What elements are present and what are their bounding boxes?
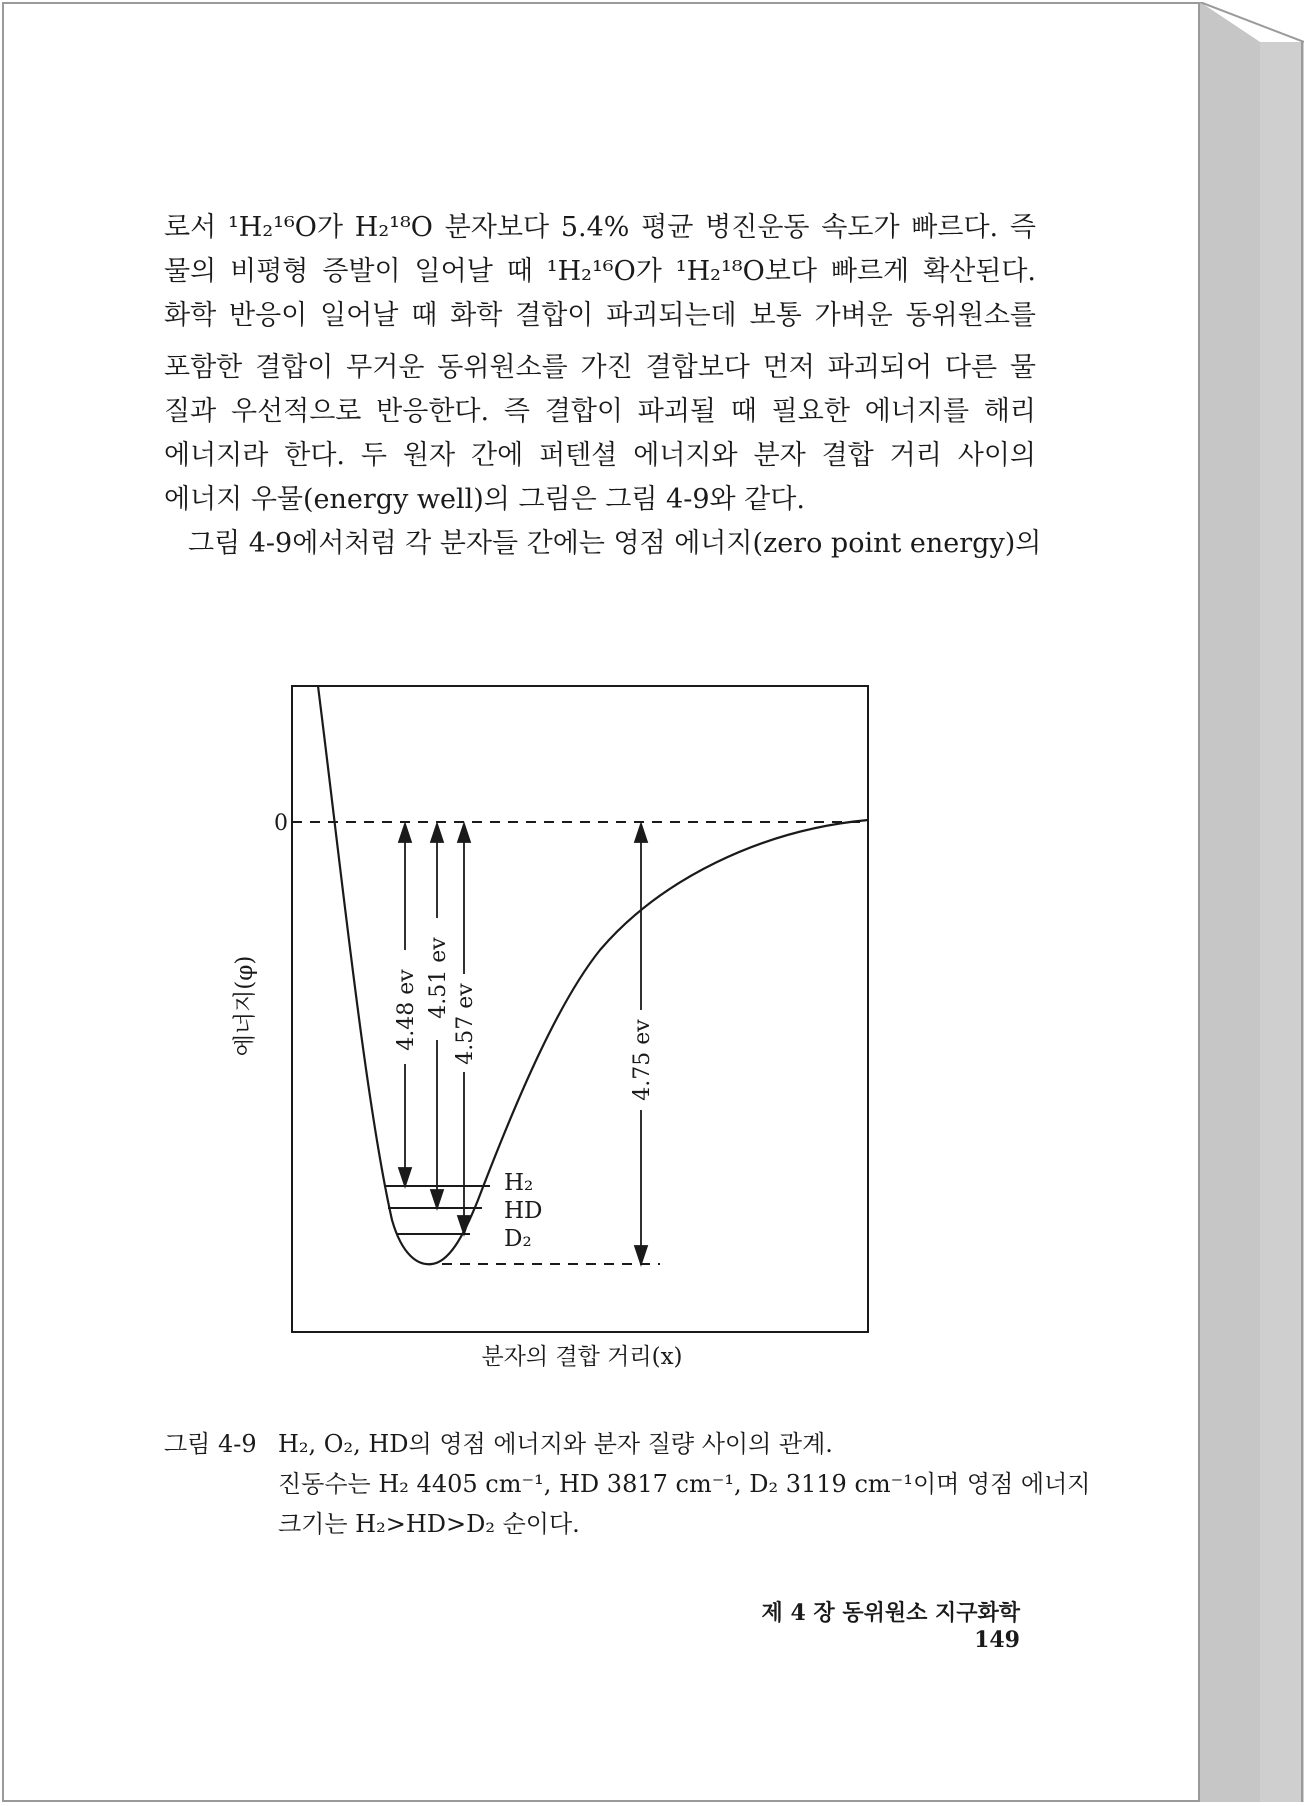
body-line-5: 질과 우선적으로 반응한다. 즉 결합이 파괴될 때 필요한 에너지를 해리: [164, 396, 1036, 427]
page-footer: [700, 1596, 1020, 1653]
body-line-2: 물의 비평형 증발이 일어날 때 ¹H₂¹⁶O가 ¹H₂¹⁸O보다 빠르게 확산된다.: [164, 256, 1036, 287]
body-line-8: 그림 4-9에서처럼 각 분자들 간에는 영점 에너지(zero point energy)의: [188, 528, 1042, 559]
zero-tick-label: 0: [274, 811, 288, 836]
body-line-3: 화학 반응이 일어날 때 화학 결합이 파괴되는데 보통 가벼운 동위원소를: [164, 300, 1036, 331]
caption-line-2: 진동수는 H₂ 4405 cm⁻¹, HD 3817 cm⁻¹, D₂ 3119 cm⁻¹이며 영점 에너지: [278, 1470, 1091, 1498]
arrow-label-well-depth: 4.75 ev: [630, 1019, 655, 1101]
level-label-hd: HD: [504, 1198, 543, 1224]
x-axis-label: 분자의 결합 거리(x): [481, 1344, 683, 1370]
caption-text: [278, 1424, 1091, 1544]
chapter-title: 제 4 장 동위원소 지구화학: [761, 1600, 1020, 1626]
body-line-1: 로서 ¹H₂¹⁶O가 H₂¹⁸O 분자보다 5.4% 평균 병진운동 속도가 빠르다. 즉: [164, 212, 1036, 243]
y-axis-label: 에너지(φ): [232, 955, 258, 1057]
arrow-label-hd: 4.51 ev: [426, 937, 451, 1019]
body-line-7: 에너지 우물(energy well)의 그림은 그림 4-9와 같다.: [164, 484, 805, 515]
figure-frame: [292, 686, 868, 1332]
body-line-4: 포함한 결합이 무거운 동위원소를 가진 결합보다 먼저 파괴되어 다른 물: [164, 352, 1036, 383]
level-label-d2: D₂: [504, 1226, 532, 1252]
page-stack-edge: [1200, 2, 1304, 1802]
level-label-h2: H₂: [504, 1170, 534, 1196]
page-number: 149: [974, 1627, 1020, 1653]
body-line-6: 에너지라 한다. 두 원자 간에 퍼텐셜 에너지와 분자 결합 거리 사이의: [164, 440, 1036, 471]
arrow-label-h2: 4.48 ev: [394, 969, 419, 1051]
arrow-label-d2: 4.57 ev: [453, 983, 478, 1065]
caption-line-1: H₂, O₂, HD의 영점 에너지와 분자 질량 사이의 관계.: [278, 1430, 833, 1458]
caption-line-3: 크기는 H₂>HD>D₂ 순이다.: [278, 1510, 580, 1538]
caption-label: 그림 4-9: [164, 1430, 257, 1458]
